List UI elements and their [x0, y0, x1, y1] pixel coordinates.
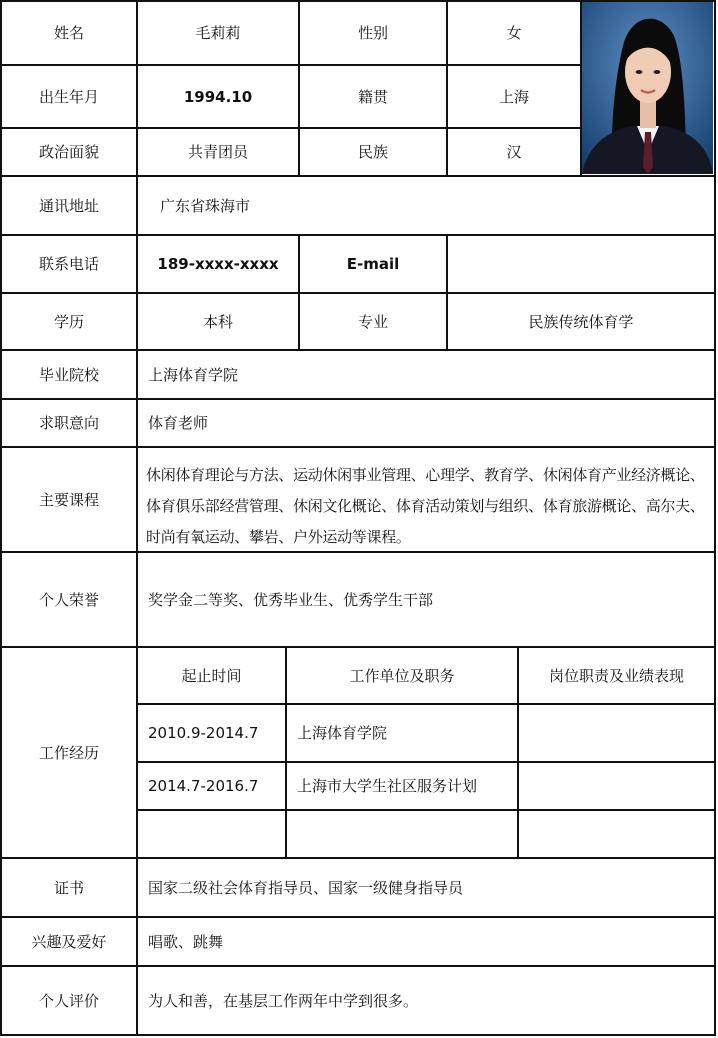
work-header-employer: 工作单位及职务: [349, 666, 455, 685]
work-header-duties: 岗位职责及业绩表现: [548, 666, 684, 685]
courses-value: 休闲体育理论与方法、运动休闲事业管理、心理学、教育学、休闲体育产业经济概论、体育俱乐部经营管理、休闲文化概论、体育活动策划与组织、体育旅游概论、高尔夫、时尚有氧运动、攀岩、户外运动等课程。: [146, 466, 705, 546]
address-label: 通讯地址: [38, 196, 99, 215]
name-value: 毛莉莉: [195, 24, 241, 42]
portrait-photo: [582, 2, 713, 174]
table-row-duties: [519, 705, 714, 761]
native-place-value: 上海: [498, 87, 529, 106]
ethnicity-value: 汉: [506, 143, 522, 161]
major-label: 专业: [357, 312, 388, 331]
work-experience-label: 工作经历: [38, 743, 99, 762]
birth-label: 出生年月: [38, 87, 99, 106]
table-row-period: 2014.7-2016.7: [148, 777, 259, 795]
table-row-employer: [287, 811, 517, 857]
political-status-label: 政治面貌: [38, 143, 99, 161]
hobbies-value: 唱歌、跳舞: [148, 932, 224, 951]
certificates-label: 证书: [53, 878, 84, 897]
phone-label: 联系电话: [38, 255, 99, 273]
school-value: 上海体育学院: [148, 365, 239, 384]
hobbies-label: 兴趣及爱好: [31, 932, 107, 951]
phone-value: 189-xxxx-xxxx: [157, 255, 279, 273]
gender-label: 性别: [357, 24, 388, 42]
native-place-label: 籍贯: [357, 87, 388, 106]
table-row-duties: [519, 811, 714, 857]
major-value: 民族传统体育学: [528, 312, 634, 331]
rule: [0, 1034, 716, 1036]
education-label: 学历: [53, 312, 84, 331]
education-value: 本科: [202, 312, 233, 331]
name-label: 姓名: [53, 24, 84, 42]
courses-label: 主要课程: [38, 490, 99, 509]
email-label: E-mail: [346, 255, 400, 273]
table-row-employer: 上海体育学院: [297, 724, 388, 742]
rule: [714, 0, 716, 1036]
portrait-photo-icon: [582, 2, 713, 174]
gender-value: 女: [506, 24, 522, 42]
table-row-period: 2010.9-2014.7: [148, 724, 259, 742]
school-label: 毕业院校: [38, 365, 99, 384]
ethnicity-label: 民族: [357, 143, 388, 161]
self-evaluation-label: 个人评价: [38, 991, 99, 1010]
honors-label: 个人荣誉: [38, 590, 99, 609]
certificates-value: 国家二级社会体育指导员、国家一级健身指导员: [148, 878, 464, 897]
political-status-value: 共青团员: [187, 143, 248, 161]
objective-value: 体育老师: [148, 414, 209, 432]
table-row-period: [138, 811, 285, 857]
email-value: [448, 236, 714, 292]
address-value: 广东省珠海市: [160, 196, 251, 215]
table-row-duties: [519, 763, 714, 809]
self-evaluation-value: 为人和善，在基层工作两年中学到很多。: [148, 991, 419, 1010]
objective-label: 求职意向: [38, 414, 99, 432]
table-row-employer: 上海市大学生社区服务计划: [297, 777, 478, 795]
honors-value: 奖学金二等奖、优秀毕业生、优秀学生干部: [148, 590, 434, 609]
birth-value: 1994.10: [183, 87, 253, 106]
work-header-period: 起止时间: [181, 666, 242, 685]
